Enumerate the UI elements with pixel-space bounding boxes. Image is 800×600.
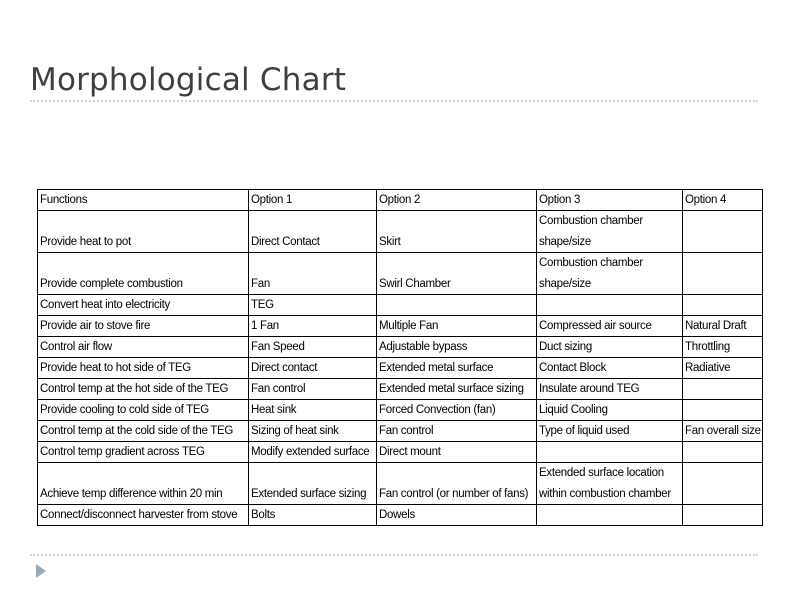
table-cell: Extended metal surface sizing	[377, 379, 537, 400]
table-row	[38, 295, 763, 316]
header-cell: Option 4	[683, 190, 763, 211]
table-cell	[537, 505, 683, 526]
table-cell: Provide cooling to cold side of TEG	[38, 400, 249, 421]
bullet-arrow-icon	[36, 564, 46, 578]
table-cell: Insulate around TEG	[537, 379, 683, 400]
table-cell: Type of liquid used	[537, 421, 683, 442]
table-row	[38, 316, 763, 337]
table-row	[38, 253, 763, 295]
table-cell: Direct mount	[377, 442, 537, 463]
header-cell: Option 2	[377, 190, 537, 211]
table-cell: Control temp at the hot side of the TEG	[38, 379, 249, 400]
table-cell: TEG	[249, 295, 377, 316]
table-cell: Liquid Cooling	[537, 400, 683, 421]
table-cell: Forced Convection (fan)	[377, 400, 537, 421]
table-cell: Extended surface location within combustion chamber	[537, 463, 683, 505]
table-cell: Contact Block	[537, 358, 683, 379]
table-cell	[683, 442, 763, 463]
table-cell: Control air flow	[38, 337, 249, 358]
table-cell: Sizing of heat sink	[249, 421, 377, 442]
table-cell: Fan control	[377, 421, 537, 442]
table-row	[38, 337, 763, 358]
table-cell: Connect/disconnect harvester from stove	[38, 505, 249, 526]
title-divider	[30, 100, 758, 102]
table-cell	[683, 253, 763, 295]
table-cell: 1 Fan	[249, 316, 377, 337]
morphological-chart-table	[37, 189, 763, 526]
table-cell: Control temp gradient across TEG	[38, 442, 249, 463]
table-cell: Extended surface sizing	[249, 463, 377, 505]
slide-title: Morphological Chart	[30, 62, 347, 98]
table-cell	[683, 379, 763, 400]
table-cell: Fan	[249, 253, 377, 295]
table-cell: Fan Speed	[249, 337, 377, 358]
table-row	[38, 463, 763, 505]
header-cell: Option 1	[249, 190, 377, 211]
table-row	[38, 358, 763, 379]
table-cell: Fan control	[249, 379, 377, 400]
table-cell: Heat sink	[249, 400, 377, 421]
table-cell: Combustion chamber shape/size	[537, 211, 683, 253]
table-cell: Provide complete combustion	[38, 253, 249, 295]
table-cell	[377, 295, 537, 316]
table-cell: Control temp at the cold side of the TEG	[38, 421, 249, 442]
table-row	[38, 211, 763, 253]
table-cell	[683, 463, 763, 505]
table-cell: Combustion chamber shape/size	[537, 253, 683, 295]
table-row	[38, 421, 763, 442]
table-cell: Fan overall size	[683, 421, 763, 442]
table-cell	[537, 442, 683, 463]
table-cell: Direct Contact	[249, 211, 377, 253]
table-cell: Dowels	[377, 505, 537, 526]
table-cell	[683, 505, 763, 526]
table-cell: Duct sizing	[537, 337, 683, 358]
table-cell: Radiative	[683, 358, 763, 379]
table-header-row	[38, 190, 763, 211]
table-cell: Fan control (or number of fans)	[377, 463, 537, 505]
table-cell: Adjustable bypass	[377, 337, 537, 358]
header-cell: Functions	[38, 190, 249, 211]
table-cell: Modify extended surface	[249, 442, 377, 463]
table-cell: Convert heat into electricity	[38, 295, 249, 316]
table-cell	[683, 211, 763, 253]
table-cell: Achieve temp difference within 20 min	[38, 463, 249, 505]
table-cell: Extended metal surface	[377, 358, 537, 379]
table-cell: Natural Draft	[683, 316, 763, 337]
table-cell: Provide air to stove fire	[38, 316, 249, 337]
table-cell: Multiple Fan	[377, 316, 537, 337]
table-cell	[683, 295, 763, 316]
header-cell: Option 3	[537, 190, 683, 211]
table-cell: Provide heat to hot side of TEG	[38, 358, 249, 379]
table-row	[38, 505, 763, 526]
table-cell: Provide heat to pot	[38, 211, 249, 253]
table-cell: Compressed air source	[537, 316, 683, 337]
table-row	[38, 442, 763, 463]
table-cell	[683, 400, 763, 421]
table-cell	[537, 295, 683, 316]
footer-divider	[30, 554, 758, 556]
table-row	[38, 379, 763, 400]
table-cell: Skirt	[377, 211, 537, 253]
table-cell: Direct contact	[249, 358, 377, 379]
table-cell: Throttling	[683, 337, 763, 358]
table-cell: Swirl Chamber	[377, 253, 537, 295]
table-row	[38, 400, 763, 421]
table-cell: Bolts	[249, 505, 377, 526]
